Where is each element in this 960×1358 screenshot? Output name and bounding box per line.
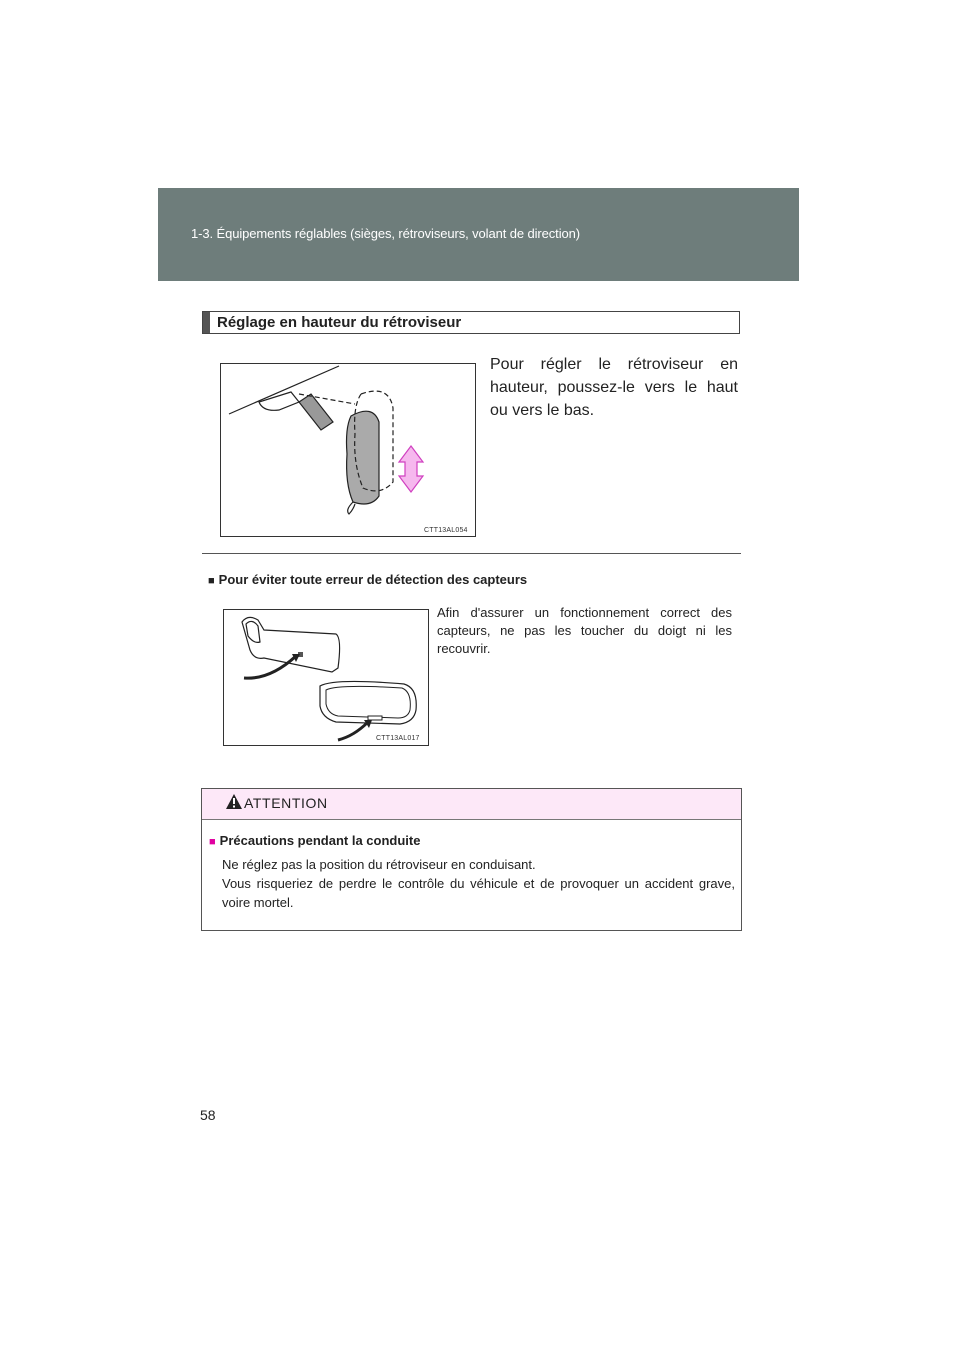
warning-header (202, 789, 741, 820)
mirror-height-drawing (221, 364, 475, 536)
chapter-title: 1-3. Équipements réglables (sièges, rétroviseurs, volant de direction) (191, 226, 580, 241)
mirror-sensor-drawing (224, 610, 428, 745)
figure-code: CTT13AL017 (376, 735, 420, 742)
figure-code: CTT13AL054 (424, 527, 468, 534)
section-heading-text: Réglage en hauteur du rétroviseur (217, 314, 462, 331)
sensor-note-title-text: Pour éviter toute erreur de détection des capteurs (218, 572, 528, 587)
warning-line: Ne réglez pas la position du rétroviseur en conduisant. (222, 857, 536, 872)
sensor-note-title (208, 572, 527, 587)
warning-box (201, 788, 742, 931)
chapter-header-band (158, 188, 799, 281)
warning-line: Vous risqueriez de perdre le contrôle du véhicule et de provoquer un accident grave, voire mortel. (222, 876, 735, 910)
bullet-square-icon: ■ (209, 836, 216, 848)
warning-triangle-icon (226, 794, 242, 809)
heading-bar (203, 312, 210, 333)
section-heading (202, 311, 740, 334)
section-divider (202, 553, 741, 554)
warning-subtitle (209, 833, 420, 848)
height-adjust-instructions: Pour régler le rétroviseur en hauteur, poussez-le vers le haut ou vers le bas. (490, 356, 738, 419)
mirror-height-illustration (220, 363, 476, 537)
warning-label: ATTENTION (244, 795, 328, 811)
warning-body (222, 855, 735, 912)
warning-subtitle-text: Précautions pendant la conduite (219, 833, 421, 848)
bullet-square-icon: ■ (208, 575, 215, 587)
sensor-note-body: Afin d'assurer un fonctionnement correct des capteurs, ne pas les toucher du doigt ni les recouvrir. (437, 605, 732, 656)
page-number: 58 (200, 1107, 216, 1123)
mirror-sensor-illustration (223, 609, 429, 746)
